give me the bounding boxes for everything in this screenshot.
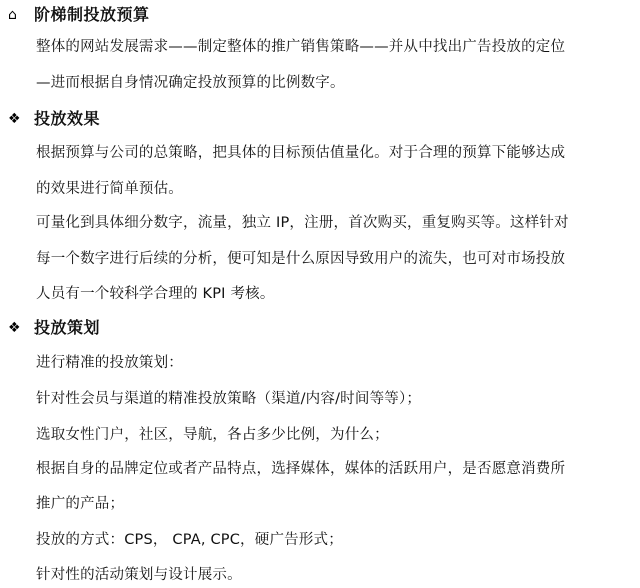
paragraph-line: 进行精准的投放策划： (36, 355, 183, 371)
paragraph-line: —进而根据自身情况确定投放预算的比例数字。 (36, 75, 345, 91)
four-diamond-icon: ❖ (8, 111, 21, 127)
paragraph-line: 根据自身的品牌定位或者产品特点，选择媒体，媒体的活跃用户，是否愿意消费所 (36, 461, 566, 477)
house-icon: ⌂ (8, 7, 17, 23)
paragraph-line: 投放的方式：CPS， CPA, CPC，硬广告形式； (36, 532, 343, 548)
paragraph-line: 整体的网站发展需求——制定整体的推广销售策略——并从中找出广告投放的定位 (36, 39, 566, 55)
section-heading-budget (8, 3, 150, 27)
paragraph-line: 推广的产品； (36, 496, 125, 512)
four-diamond-icon: ❖ (8, 320, 21, 336)
section-heading-planning (8, 316, 100, 340)
paragraph-line: 每一个数字进行后续的分析，便可知是什么原因导致用户的流失，也可对市场投放 (36, 251, 566, 267)
paragraph-line: 针对性会员与渠道的精准投放策略（渠道/内容/时间等等）； (36, 391, 422, 407)
paragraph-line: 可量化到具体细分数字，流量，独立 IP，注册，首次购买，重复购买等。这样针对 (36, 215, 569, 231)
section-heading-effect (8, 107, 100, 131)
paragraph-line: 的效果进行简单预估。 (36, 181, 183, 197)
heading-text: 投放策划 (34, 318, 101, 337)
paragraph-line: 针对性的活动策划与设计展示。 (36, 567, 242, 583)
paragraph-line: 根据预算与公司的总策略，把具体的目标预估值量化。对于合理的预算下能够达成 (36, 145, 566, 161)
heading-text: 阶梯制投放预算 (34, 5, 150, 24)
heading-text: 投放效果 (34, 109, 101, 128)
paragraph-line: 选取女性门户，社区，导航，各占多少比例，为什么； (36, 427, 389, 443)
paragraph-line: 人员有一个较科学合理的 KPI 考核。 (36, 286, 275, 302)
